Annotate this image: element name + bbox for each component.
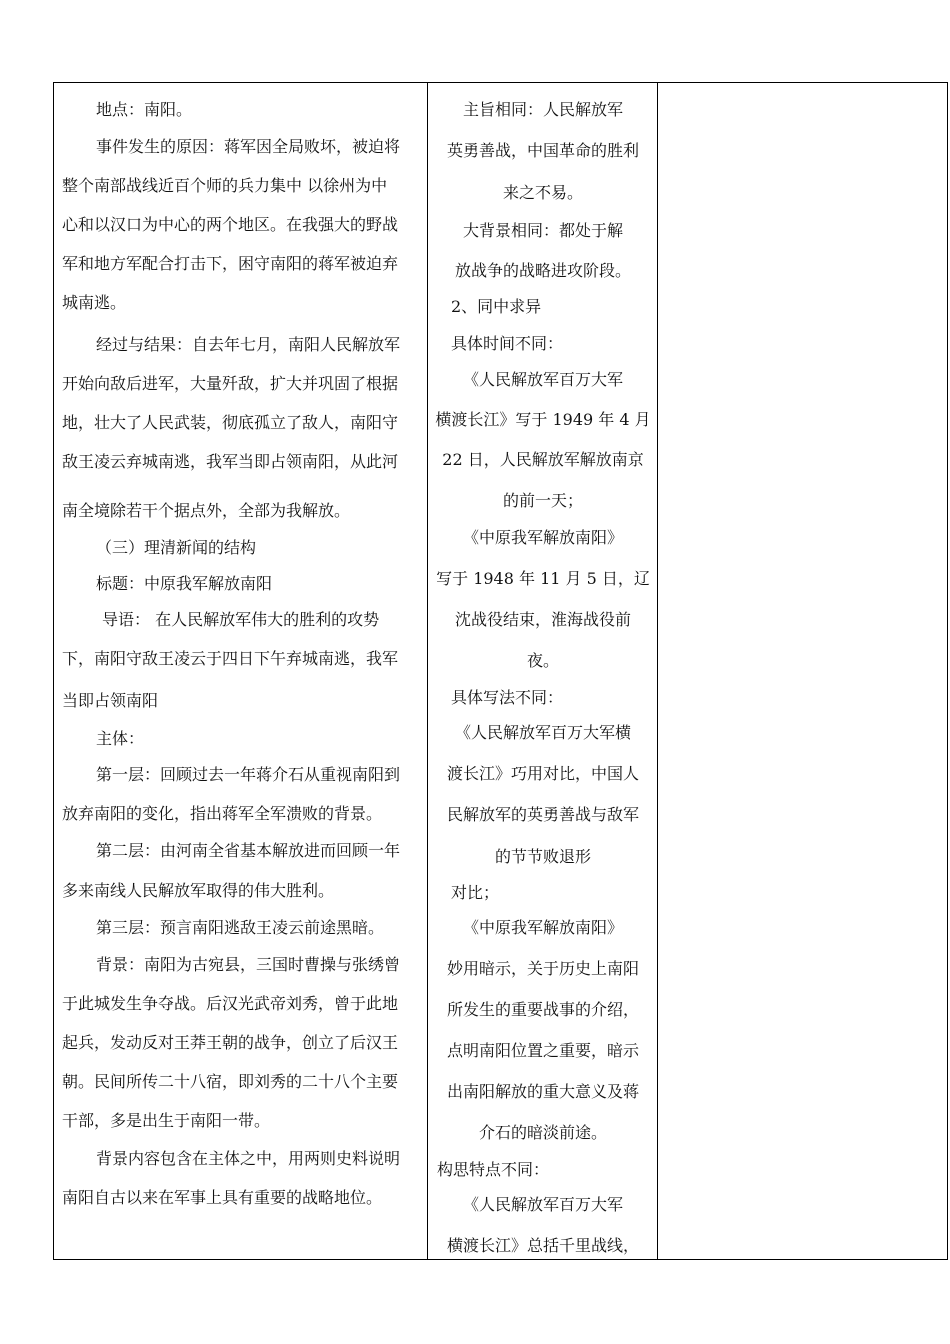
text-line: 干部，多是出生于南阳一带。 [62,1111,271,1130]
text-line: 主体： [96,729,145,748]
text-line: 具体时间不同： [451,334,564,353]
text-line: 点明南阳位置之重要，暗示 [446,1041,639,1060]
right-column [659,83,947,1259]
text-line: 民解放军的英勇善战与敌军 [446,805,639,824]
column-divider-2 [657,83,658,1259]
text-line: 开始向敌后进军，大量歼敌，扩大并巩固了根据 [62,374,399,393]
text-line: 背景内容包含在主体之中，用两则史料说明 [96,1149,401,1168]
section-heading: 2、同中求异 [451,297,542,316]
text-line: 经过与结果：自去年七月，南阳人民解放军 [96,335,401,354]
text-line: 妙用暗示，关于历史上南阳 [446,959,639,978]
section-heading: （三）理清新闻的结构 [96,538,257,557]
text-line: 城南逃。 [62,293,127,312]
text-line: 写于 1948 年 11 月 5 日，辽 [436,569,650,588]
text-line: 第二层：由河南全省基本解放进而回顾一年 [96,841,401,860]
text-line: 朝。民间所传二十八宿，即刘秀的二十八个主要 [62,1072,399,1091]
text-line: 横渡长江》总括千里战线， [446,1236,639,1255]
text-line: 《中原我军解放南阳》 [462,528,623,547]
text-line: 多来南线人民解放军取得的伟大胜利。 [62,881,335,900]
text-line: 地点：南阳。 [96,100,193,119]
text-line: 介石的暗淡前途。 [478,1123,607,1142]
text-line: 于此城发生争夺战。后汉光武帝刘秀，曾于此地 [62,994,399,1013]
text-line: 所发生的重要战事的介绍， [446,1000,639,1019]
text-line: 《中原我军解放南阳》 [462,918,623,937]
text-line: 标题：中原我军解放南阳 [96,574,273,593]
text-line: 第一层：回顾过去一年蒋介石从重视南阳到 [96,765,401,784]
text-line: 《人民解放军百万大军 [462,370,623,389]
text-line: 第三层：预言南阳逃敌王凌云前途黑暗。 [96,918,385,937]
text-line: 整个南部战线近百个师的兵力集中 以徐州为中 [62,176,388,195]
text-line: 南阳自古以来在军事上具有重要的战略地位。 [62,1188,383,1207]
middle-column [429,83,657,1259]
text-line: 主旨相同：人民解放军 [462,100,623,119]
text-line: 下，南阳守敌王凌云于四日下午弃城南逃，我军 [62,649,399,668]
text-line: 背景：南阳为古宛县，三国时曹操与张绣曾 [96,955,401,974]
text-line: 《人民解放军百万大军 [462,1195,623,1214]
text-line: 构思特点不同： [437,1160,550,1179]
text-line: 心和以汉口为中心的两个地区。在我强大的野战 [62,215,399,234]
text-line: 沈战役结束，淮海战役前 [454,610,631,629]
text-line: 放战争的战略进攻阶段。 [454,261,631,280]
text-line: 地，壮大了人民武装，彻底孤立了敌人，南阳守 [62,413,399,432]
text-line: 英勇善战，中国革命的胜利 [446,141,639,160]
text-line: 对比； [451,883,500,902]
left-column [54,83,427,1259]
text-line: 敌王凌云弃城南逃，我军当即占领南阳，从此河 [62,452,399,471]
text-line: 来之不易。 [502,183,583,202]
text-line: 渡长江》巧用对比，中国人 [446,764,639,783]
text-line: 导语： 在人民解放军伟大的胜利的攻势 [102,610,380,629]
text-line: 夜。 [526,651,559,670]
text-line: 放弃南阳的变化，指出蒋军全军溃败的背景。 [62,804,383,823]
text-line: 的前一天； [502,491,583,510]
text-line: 22 日，人民解放军解放南京 [442,450,644,469]
text-line: 南全境除若干个据点外，全部为我解放。 [62,501,351,520]
text-line: 《人民解放军百万大军横 [454,723,631,742]
text-line: 的节节败退形 [494,847,591,866]
content-table [53,82,948,1260]
text-line: 具体写法不同： [451,688,564,707]
column-divider-1 [427,83,428,1259]
text-line: 出南阳解放的重大意义及蒋 [446,1082,639,1101]
text-line: 军和地方军配合打击下，困守南阳的蒋军被迫弃 [62,254,399,273]
text-line: 起兵，发动反对王莽王朝的战争，创立了后汉王 [62,1033,399,1052]
text-line: 当即占领南阳 [62,691,159,710]
text-line: 事件发生的原因：蒋军因全局败坏，被迫将 [96,137,401,156]
text-line: 大背景相同：都处于解 [462,221,623,240]
text-line: 横渡长江》写于 1949 年 4 月 [435,410,651,429]
